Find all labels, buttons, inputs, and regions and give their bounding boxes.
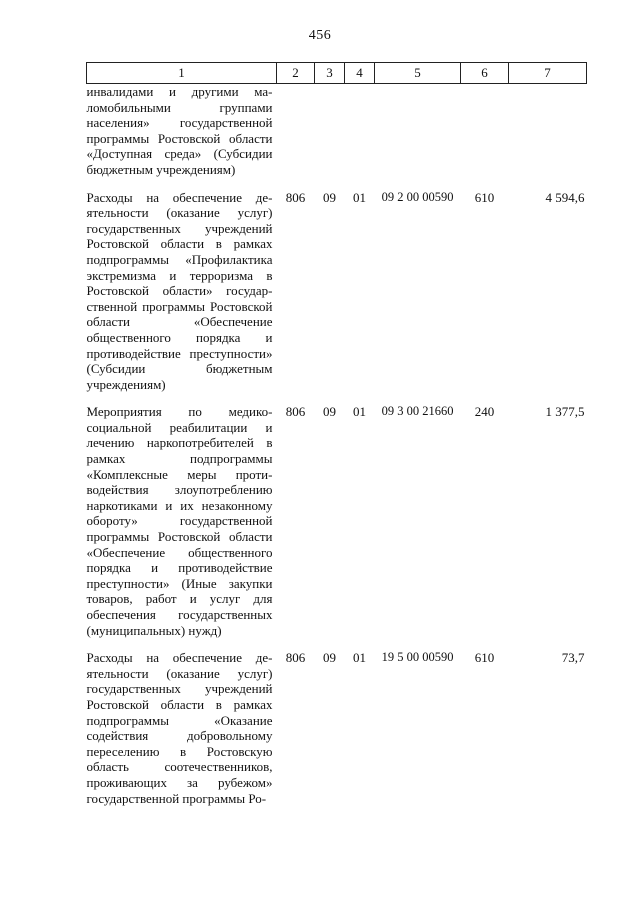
- table-row: [87, 650, 587, 818]
- header-cell: 2: [277, 63, 315, 84]
- table-header-row: [87, 63, 587, 84]
- row-ministry-code: 806: [285, 189, 306, 205]
- table-row: [87, 190, 587, 405]
- row-amount: 1 377,5: [545, 404, 585, 420]
- row-subsection-code: 01: [353, 650, 366, 666]
- row-ministry-code: [277, 84, 315, 190]
- row-expense-type: 240: [474, 404, 495, 420]
- header-cell: 3: [315, 63, 345, 84]
- header-cell: 5: [375, 63, 461, 84]
- row-ministry-code: 806: [285, 650, 306, 666]
- row-subsection-code: [345, 84, 375, 190]
- row-description: Расходы на обеспечение деятельности (оказание услуг) государственных учреждений Ростовской области в рамках подпрограммы «Оказание содействия добровольному переселению в Ростовскую область соотечественников, проживающих за рубежом» государственной программы Ро-: [86, 650, 273, 806]
- row-expense-type: 610: [474, 650, 495, 666]
- row-description: Мероприятия по медико-социальной реабилитации и лечению наркопотребителей в рамках подпрограммы «Комплексные меры противодействия злоупотреблению наркотиками и их незаконному обороту» государственной программы Ростовской области «Обеспечение общественного порядка и противодействие преступности» (Иные закупки товаров, работ и услуг для обеспечения государственных (муниципальных) нужд): [86, 404, 273, 638]
- row-section-code: 09: [323, 189, 336, 205]
- row-target-code: 09 3 00 21660: [381, 404, 454, 419]
- row-section-code: 09: [323, 650, 336, 666]
- table-row: [87, 84, 587, 190]
- row-ministry-code: 806: [285, 404, 306, 420]
- header-cell: 7: [509, 63, 587, 84]
- page-number: 456: [308, 28, 332, 43]
- header-cell: 1: [87, 63, 277, 84]
- header-cell: 6: [461, 63, 509, 84]
- row-expense-type: [461, 84, 509, 190]
- row-target-code: 09 2 00 00590: [381, 189, 454, 204]
- row-target-code: [375, 84, 461, 190]
- row-description: инвалидами и другими маломобильными группами населения» государственной программы Ростовской области «Доступная среда» (Субсидии бюджетным учреждениям): [86, 84, 273, 177]
- table-row: [87, 404, 587, 650]
- row-section-code: [315, 84, 345, 190]
- row-subsection-code: 01: [353, 404, 366, 420]
- row-amount: [509, 84, 587, 190]
- row-description: Расходы на обеспечение деятельности (оказание услуг) государственных учреждений Ростовской области в рамках подпрограммы «Профилактика экстремизма и терроризма в Ростовской области» государственной программы Ростовской области «Обеспечение общественного порядка и противодействие преступности» (Субсидии бюджетным учреждениям): [86, 189, 273, 392]
- row-amount: 73,7: [561, 650, 585, 666]
- header-cell: 4: [345, 63, 375, 84]
- budget-table: [86, 62, 587, 818]
- row-amount: 4 594,6: [545, 189, 585, 205]
- row-section-code: 09: [323, 404, 336, 420]
- row-expense-type: 610: [474, 189, 495, 205]
- row-subsection-code: 01: [353, 189, 366, 205]
- row-target-code: 19 5 00 00590: [381, 650, 454, 665]
